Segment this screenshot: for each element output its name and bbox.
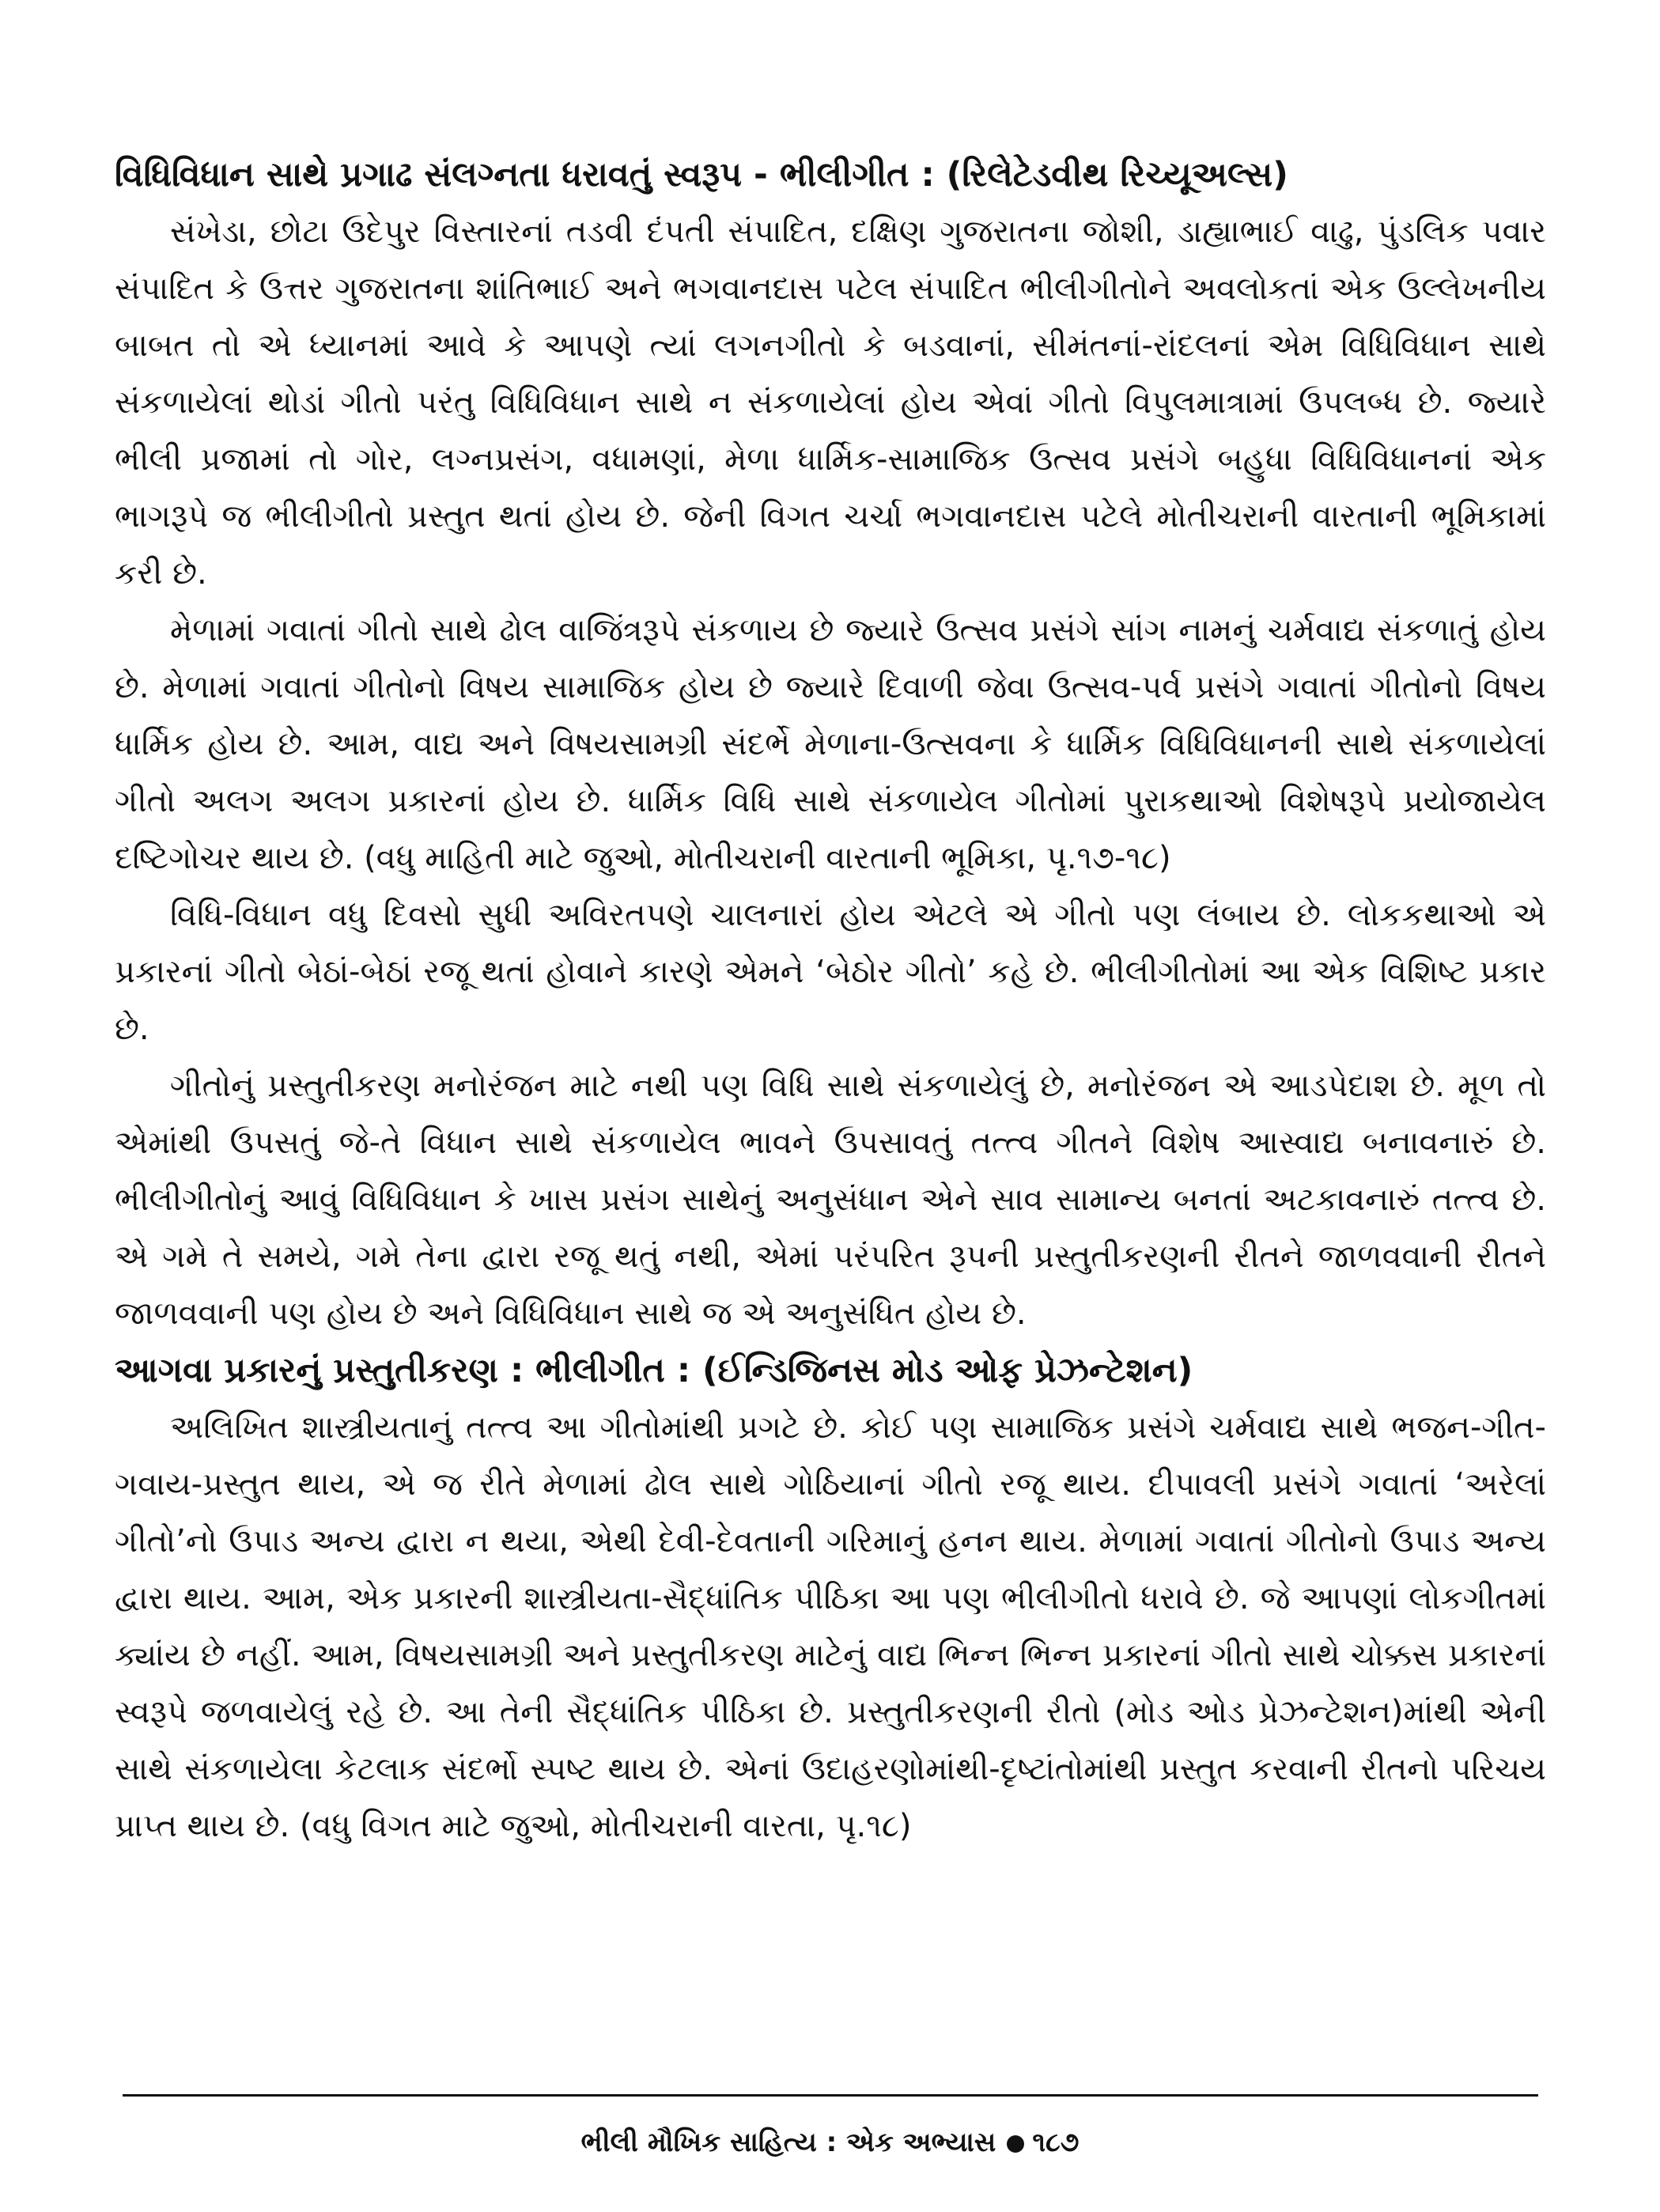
page-footer [0,2123,1660,2161]
bullet-icon [1007,2135,1024,2153]
page-number: ૧૮૭ [1032,2127,1080,2158]
page-body [115,146,1546,1855]
paragraph: ગીતોનું પ્રસ્તુતીકરણ મનોરંજન માટે નથી પણ વિધિ સાથે સંકળાયેલું છે, મનોરંજન એ આડપેદાશ છે. મૂળ તો એમાંથી ઉપસતું જે-તે વિધાન સાથે સંકળાયેલ ભાવને ઉપસાવતું તત્ત્વ ગીતને વિશેષ આસ્વાદ્ય બનાવનારું છે. ભીલીગીતોનું આવું વિધિવિધાન કે ખાસ પ્રસંગ સાથેનું અનુસંધાન એને સાવ સામાન્ય બનતાં અટકાવનારું તત્ત્વ છે. એ ગમે તે સમયે, ગમે તેના દ્વારા રજૂ થતું નથી, એમાં પરંપરિત રૂપની પ્રસ્તુતીકરણની રીતને જાળવવાની રીતને જાળવવાની પણ હોય છે અને વિધિવિધાન સાથે જ એ અનુસંધિત હોય છે. [115,1068,1546,1332]
paragraph: વિધિ-વિધાન વધુ દિવસો સુધી અવિરતપણે ચાલનારાં હોય એટલે એ ગીતો પણ લંબાય છે. લોકકથાઓ એ પ્રકારનાં ગીતો બેઠાં-બેઠાં રજૂ થતાં હોવાને કારણે એમને ‘બેઠોર ગીતો’ કહે છે. ભીલીગીતોમાં આ એક વિશિષ્ટ પ્રકાર છે. [115,897,1546,1047]
paragraph: અલિખિત શાસ્ત્રીયતાનું તત્ત્વ આ ગીતોમાંથી પ્રગટે છે. કોઈ પણ સામાજિક પ્રસંગે ચર્મવાદ્ય સાથે ભજન-ગીત-ગવાય-પ્રસ્તુત થાય, એ જ રીતે મેળામાં ઢોલ સાથે ગોઠિયાનાં ગીતો રજૂ થાય. દીપાવલી પ્રસંગે ગવાતાં ‘અરેલાં ગીતો’નો ઉપાડ અન્ય દ્વારા ન થયા, એથી દેવી-દેવતાની ગરિમાનું હનન થાય. મેળામાં ગવાતાં ગીતોનો ઉપાડ અન્ય દ્વારા થાય. આમ, એક પ્રકારની શાસ્ત્રીયતા-સૈદ્ધાંતિક પીઠિકા આ પણ ભીલીગીતો ધરાવે છે. જે આપણાં લોકગીતમાં ક્યાંય છે નહીં. આમ, વિષયસામગ્રી અને પ્રસ્તુતીકરણ માટેનું વાદ્ય ભિન્ન ભિન્ન પ્રકારનાં ગીતો સાથે ચોક્કસ પ્રકારનાં સ્વરૂપે જળવાયેલું રહે છે. આ તેની સૈદ્ધાંતિક પીઠિકા છે. પ્રસ્તુતીકરણની રીતો (મોડ ઓડ પ્રેઝન્ટેશન)માંથી એની સાથે સંકળાયેલા કેટલાક સંદર્ભો સ્પષ્ટ થાય છે. એનાં ઉદાહરણોમાંથી-દૃષ્ટાંતોમાંથી પ્રસ્તુત કરવાની રીતનો પરિચય પ્રાપ્ત થાય છે. (વધુ વિગત માટે જુઓ, મોતીચરાની વારતા, પૃ.૧૮) [115,1409,1546,1844]
book-title: ભીલી મૌખિક સાહિત્ય : એક અભ્યાસ [580,2127,996,2158]
section-heading: વિધિવિધાન સાથે પ્રગાઢ સંલગ્નતા ધરાવતું સ્વરૂપ - ભીલીગીત : (રિલેટેડવીથ રિચ્યૂઅલ્સ) [115,155,1288,195]
section-heading: આગવા પ્રકારનું પ્રસ્તુતીકરણ : ભીલીગીત : (ઈન્ડિજિનસ મોડ ઓફ પ્રેઝન્ટેશન) [115,1351,1193,1390]
paragraph: સંખેડા, છોટા ઉદેપુર વિસ્તારનાં તડવી દંપતી સંપાદિત, દક્ષિણ ગુજરાતના જોશી, ડાહ્યાભાઈ વાઢુ, પુંડલિક પવાર સંપાદિત કે ઉત્તર ગુજરાતના શાંતિભાઈ અને ભગવાનદાસ પટેલ સંપાદિત ભીલીગીતોને અવલોકતાં એક ઉલ્લેખનીય બાબત તો એ ધ્યાનમાં આવે કે આપણે ત્યાં લગનગીતો કે બડવાનાં, સીમંતનાં-રાંદલનાં એમ વિધિવિધાન સાથે સંકળાયેલાં થોડાં ગીતો પરંતુ વિધિવિધાન સાથે ન સંકળાયેલાં હોય એવાં ગીતો વિપુલમાત્રામાં ઉપલબ્ધ છે. જ્યારે ભીલી પ્રજામાં તો ગોર, લગ્નપ્રસંગ, વધામણાં, મેળા ધાર્મિક-સામાજિક ઉત્સવ પ્રસંગે બહુધા વિધિવિધાનનાં એક ભાગરૂપે જ ભીલીગીતો પ્રસ્તુત થતાં હોય છે. જેની વિગત ચર્ચા ભગવાનદાસ પટેલે મોતીચરાની વારતાની ભૂમિકામાં કરી છે. [115,214,1546,592]
paragraph: મેળામાં ગવાતાં ગીતો સાથે ઢોલ વાજિંત્રરૂપે સંકળાય છે જ્યારે ઉત્સવ પ્રસંગે સાંગ નામનું ચર્મવાદ્ય સંકળાતું હોય છે. મેળામાં ગવાતાં ગીતોનો વિષય સામાજિક હોય છે જ્યારે દિવાળી જેવા ઉત્સવ-પર્વ પ્રસંગે ગવાતાં ગીતોનો વિષય ધાર્મિક હોય છે. આમ, વાદ્ય અને વિષયસામગ્રી સંદર્ભે મેળાના-ઉત્સવના કે ધાર્મિક વિધિવિધાનની સાથે સંકળાયેલાં ગીતો અલગ અલગ પ્રકારનાં હોય છે. ધાર્મિક વિધિ સાથે સંકળાયેલ ગીતોમાં પુરાકથાઓ વિશેષરૂપે પ્રયોજાયેલ દષ્ટિગોચર થાય છે. (વધુ માહિતી માટે જુઓ, મોતીચરાની વારતાની ભૂમિકા, પૃ.૧૭-૧૮) [115,612,1546,876]
footer-divider [123,2094,1538,2097]
